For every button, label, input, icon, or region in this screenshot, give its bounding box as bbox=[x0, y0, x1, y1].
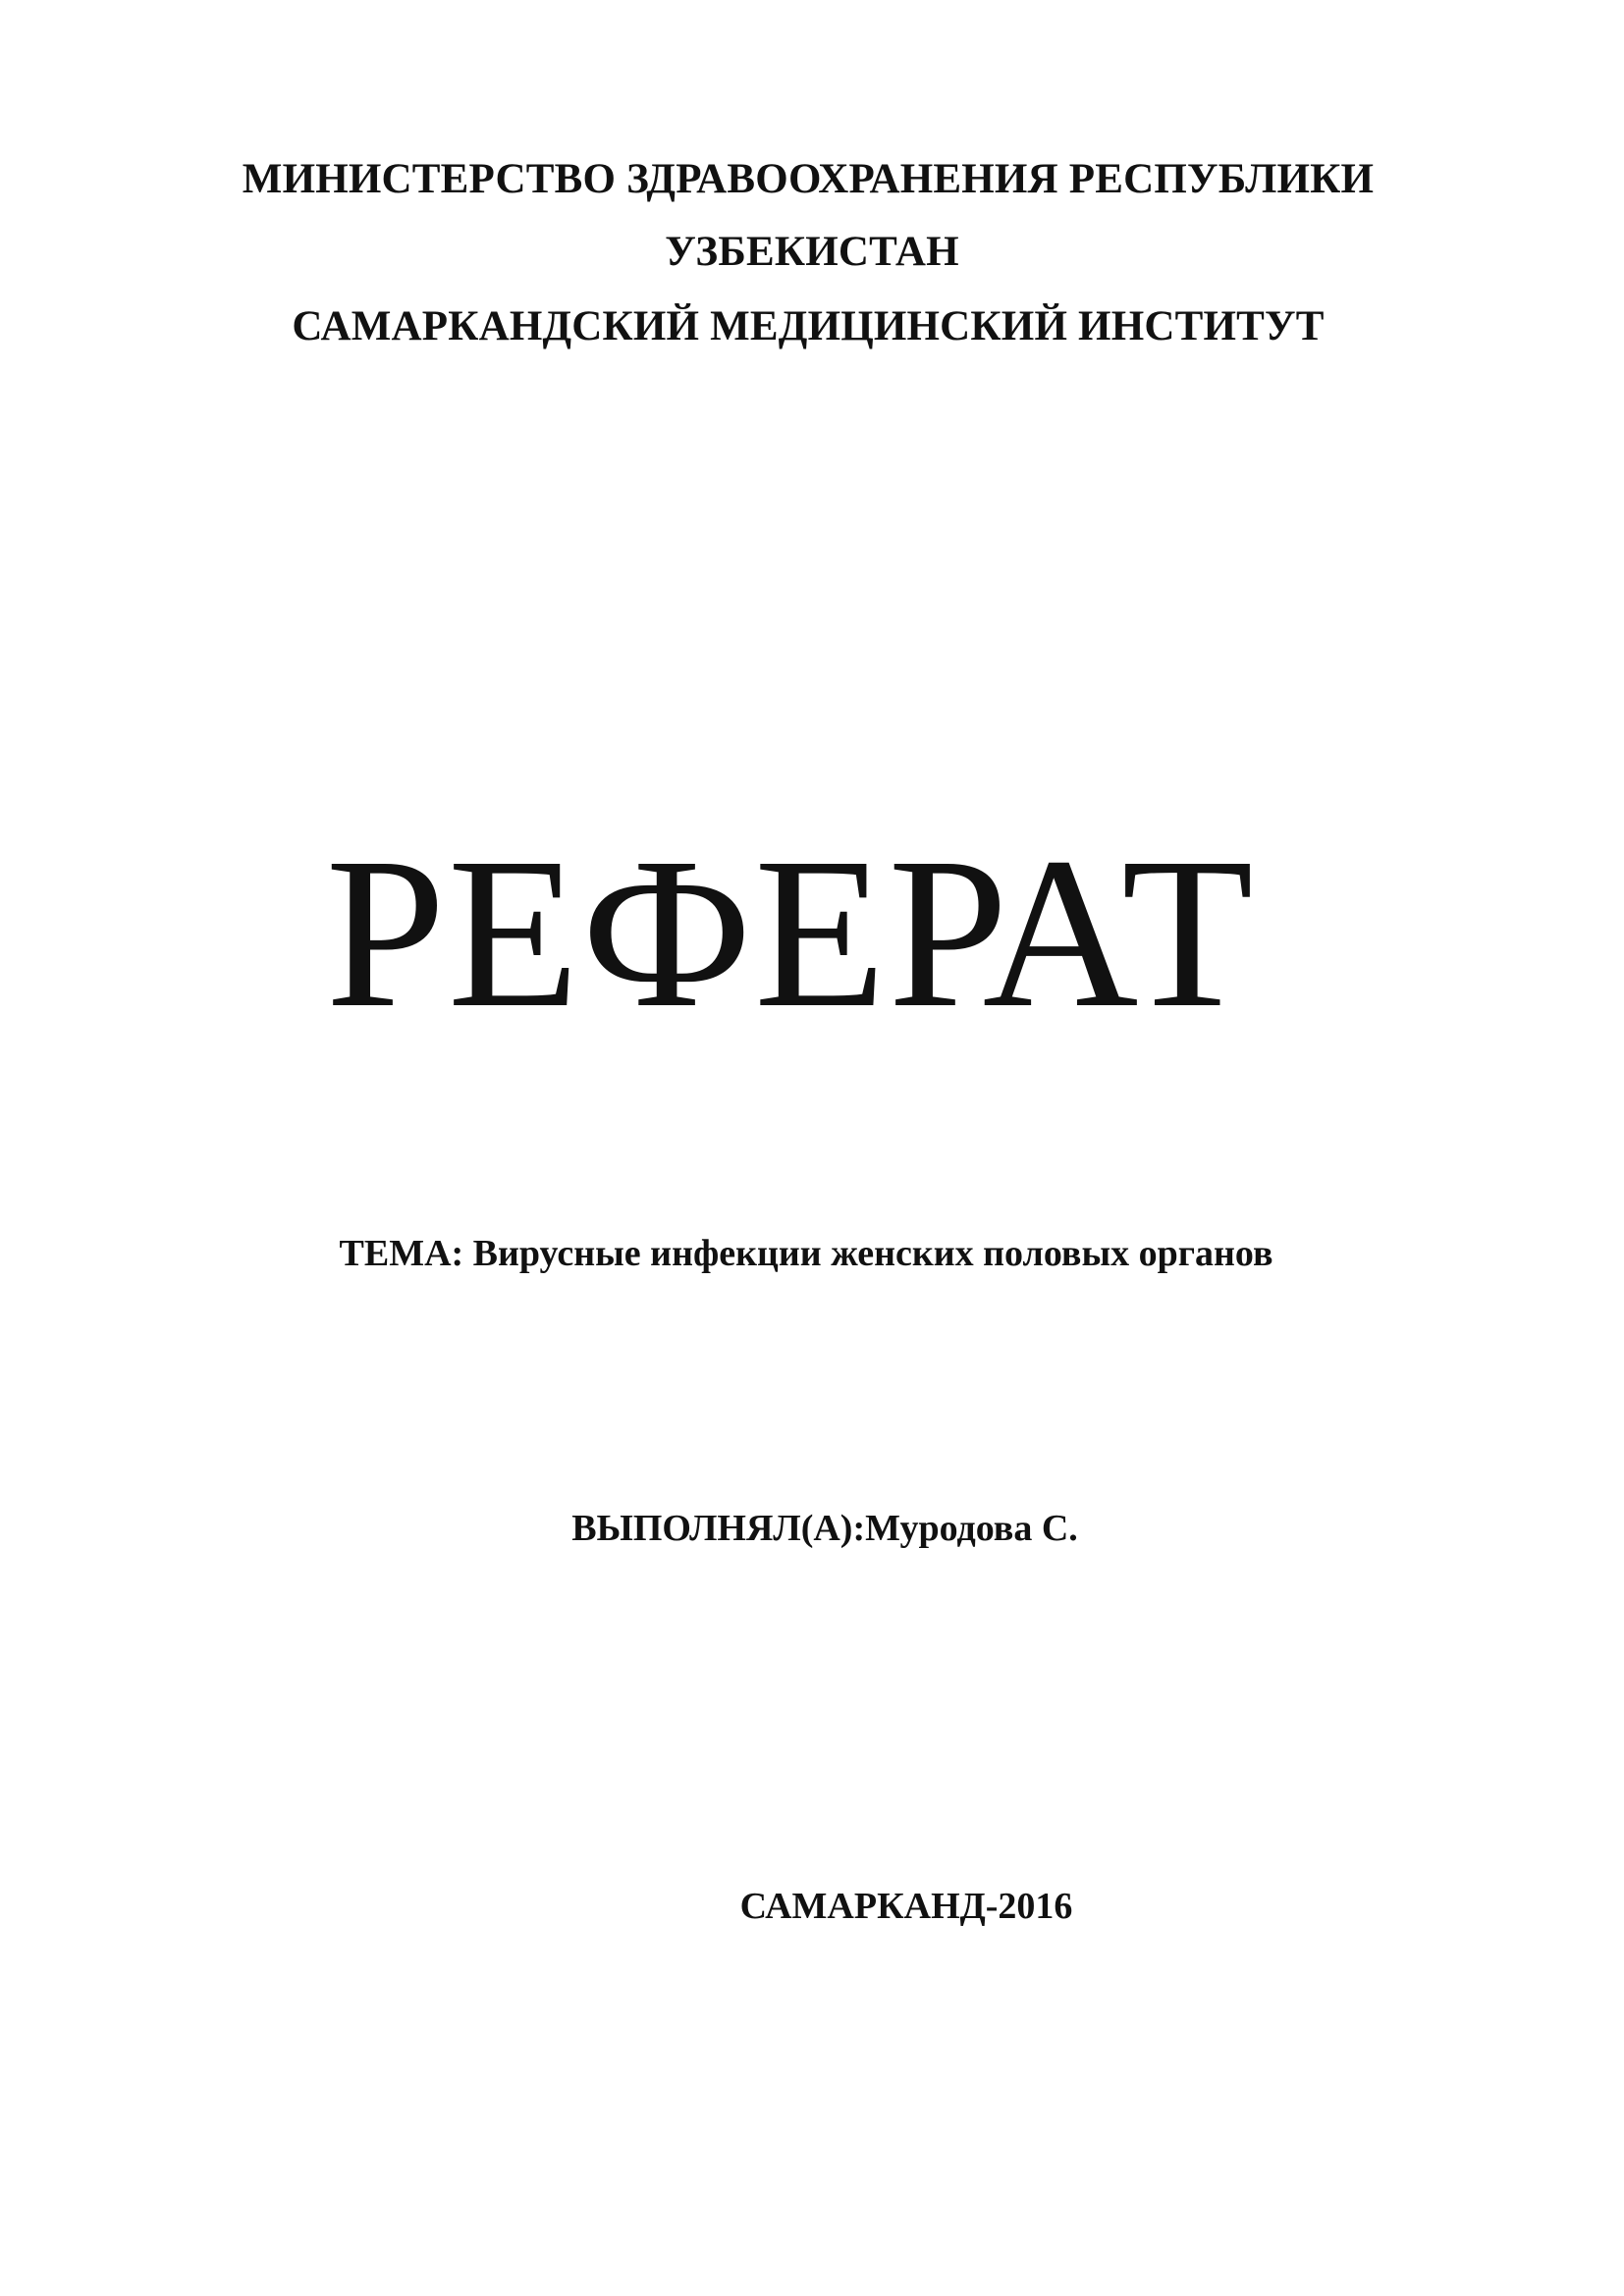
city-year: САМАРКАНД-2016 bbox=[739, 1886, 1073, 1927]
ministry-heading-line-2: УЗБЕКИСТАН bbox=[665, 229, 959, 275]
institute-heading: САМАРКАНДСКИЙ МЕДИЦИНСКИЙ ИНСТИТУТ bbox=[292, 303, 1325, 349]
ministry-heading-line-1: МИНИСТЕРСТВО ЗДРАВООХРАНЕНИЯ РЕСПУБЛИКИ bbox=[242, 156, 1375, 202]
topic-line bbox=[0, 1232, 1618, 1275]
document-title: РЕФЕРАТ bbox=[325, 813, 1256, 1052]
topic-text: Вирусные инфекции женских половых органов bbox=[472, 1233, 1273, 1274]
author-line bbox=[69, 1507, 1581, 1550]
author-label: ВЫПОЛНЯЛ(А): bbox=[571, 1508, 866, 1549]
author-name: Муродова С. bbox=[865, 1508, 1078, 1549]
topic-label: ТЕМА: bbox=[339, 1233, 464, 1274]
